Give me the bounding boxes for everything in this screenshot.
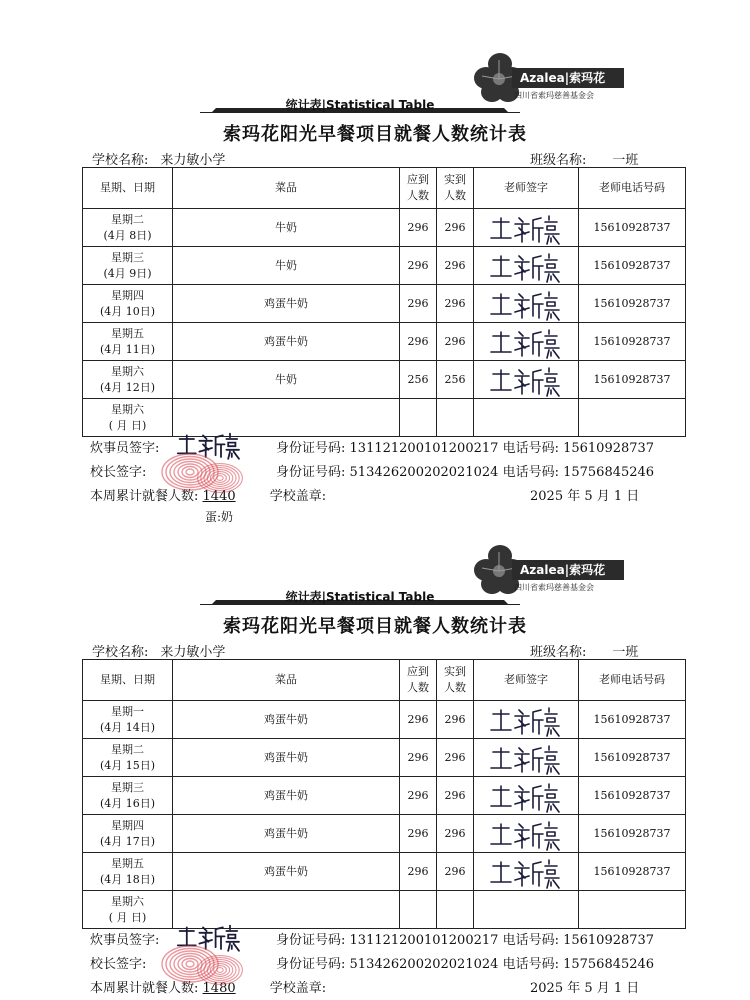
row-date: 星期五 (4月 11日) [83, 323, 173, 361]
row-teacher-signature [474, 739, 579, 777]
row-actual: 296 [437, 285, 474, 323]
row-teacher-phone: 15610928737 [579, 777, 686, 815]
row-teacher-signature [474, 323, 579, 361]
table-header-row [83, 660, 686, 701]
header-date: 星期、日期 [83, 168, 173, 209]
class-name: 一班 [612, 645, 639, 660]
teacher-signature-image [480, 742, 572, 776]
attendance-table [82, 167, 686, 437]
row-expected: 296 [400, 815, 437, 853]
row-teacher-phone [579, 891, 686, 929]
row-date: 星期一 (4月 14日) [83, 701, 173, 739]
header-expected: 应到 人数 [400, 660, 437, 701]
row-expected: 256 [400, 361, 437, 399]
teacher-signature-image [480, 326, 572, 360]
row-dish: 鸡蛋牛奶 [173, 323, 400, 361]
teacher-signature-image [480, 250, 572, 284]
principal-id-number: 513426200202021024 [349, 957, 499, 972]
principal-id-label: 身份证号码: [276, 957, 346, 972]
seal-label: 学校盖章: [269, 489, 327, 504]
row-dish: 鸡蛋牛奶 [173, 853, 400, 891]
row-expected: 296 [400, 285, 437, 323]
table-row [83, 891, 686, 929]
row-actual: 256 [437, 361, 474, 399]
row-teacher-phone: 15610928737 [579, 701, 686, 739]
row-expected: 296 [400, 853, 437, 891]
principal-id-number: 513426200202021024 [349, 465, 499, 480]
sheet-date: 2025 年 5 月 1 日 [530, 981, 640, 996]
weekly-total-value: 1480 [202, 981, 236, 996]
row-date: 星期五 (4月 18日) [83, 853, 173, 891]
row-teacher-phone: 15610928737 [579, 285, 686, 323]
class-label: 班级名称: [530, 645, 587, 660]
weekly-total-value: 1440 [202, 489, 236, 504]
cook-id-label: 身份证号码: [276, 933, 346, 948]
row-actual: 296 [437, 853, 474, 891]
header-teacher-signature: 老师签字 [474, 168, 579, 209]
document-title: 索玛花阳光早餐项目就餐人数统计表 [223, 616, 527, 637]
seal-label: 学校盖章: [269, 981, 327, 996]
principal-signature-line [90, 953, 655, 972]
table-row [83, 701, 686, 739]
row-actual: 296 [437, 209, 474, 247]
school-label: 学校名称: [92, 645, 149, 660]
row-teacher-signature [474, 891, 579, 929]
cook-label: 炊事员签字: [90, 441, 160, 456]
row-teacher-signature [474, 361, 579, 399]
row-dish: 鸡蛋牛奶 [173, 701, 400, 739]
table-row [83, 247, 686, 285]
header-teacher-phone: 老师电话号码 [579, 168, 686, 209]
class-info [530, 641, 638, 660]
row-expected: 296 [400, 247, 437, 285]
table-row [83, 361, 686, 399]
row-teacher-phone: 15610928737 [579, 739, 686, 777]
row-date: 星期四 (4月 17日) [83, 815, 173, 853]
school-name: 来力敏小学 [160, 645, 226, 660]
table-row [83, 777, 686, 815]
row-dish: 鸡蛋牛奶 [173, 815, 400, 853]
row-actual: 296 [437, 815, 474, 853]
teacher-signature-image [480, 364, 572, 398]
row-teacher-signature [474, 815, 579, 853]
row-dish: 鸡蛋牛奶 [173, 285, 400, 323]
principal-signature-line [90, 461, 655, 480]
header-actual: 实到 人数 [437, 168, 474, 209]
row-actual: 296 [437, 701, 474, 739]
row-expected: 296 [400, 739, 437, 777]
table-row [83, 815, 686, 853]
principal-phone-number: 15756845246 [563, 957, 655, 972]
row-date: 星期六 ( 月 日) [83, 891, 173, 929]
class-info [530, 149, 638, 168]
cook-phone-label: 电话号码: [502, 441, 559, 456]
cook-label: 炊事员签字: [90, 933, 160, 948]
principal-phone-label: 电话号码: [502, 465, 559, 480]
cook-id-number: 131121200101200217 [349, 933, 499, 948]
table-row [83, 285, 686, 323]
school-info [92, 149, 225, 168]
cook-signature-line [90, 437, 655, 456]
principal-phone-number: 15756845246 [563, 465, 655, 480]
teacher-signature-image [480, 704, 572, 738]
cook-phone-number: 15610928737 [563, 441, 655, 456]
row-expected: 296 [400, 701, 437, 739]
row-expected: 296 [400, 777, 437, 815]
row-dish: 牛奶 [173, 209, 400, 247]
table-row [83, 323, 686, 361]
principal-label: 校长签字: [90, 465, 147, 480]
row-teacher-phone: 15610928737 [579, 247, 686, 285]
row-actual [437, 891, 474, 929]
fingerprint-stamp [196, 954, 244, 986]
cook-phone-number: 15610928737 [563, 933, 655, 948]
header-expected: 应到 人数 [400, 168, 437, 209]
table-row [83, 209, 686, 247]
row-date: 星期四 (4月 10日) [83, 285, 173, 323]
header-actual: 实到 人数 [437, 660, 474, 701]
row-actual: 296 [437, 323, 474, 361]
row-actual: 296 [437, 247, 474, 285]
cook-id-label: 身份证号码: [276, 441, 346, 456]
table-label: 统计表|Statistical Table [200, 586, 520, 606]
table-row [83, 853, 686, 891]
row-date: 星期二 (4月 15日) [83, 739, 173, 777]
row-teacher-signature [474, 247, 579, 285]
row-actual [437, 399, 474, 437]
header-teacher-signature: 老师签字 [474, 660, 579, 701]
row-expected: 296 [400, 209, 437, 247]
logo-subtitle: 四川省索玛慈善基金会 [514, 91, 594, 100]
class-name: 一班 [612, 153, 639, 168]
fingerprint-stamp [196, 462, 244, 494]
principal-label: 校长签字: [90, 957, 147, 972]
header-dish: 菜品 [173, 168, 400, 209]
header-dish: 菜品 [173, 660, 400, 701]
table-header-row [83, 168, 686, 209]
row-date: 星期三 (4月 9日) [83, 247, 173, 285]
row-actual: 296 [437, 777, 474, 815]
row-dish: 鸡蛋牛奶 [173, 777, 400, 815]
row-dish: 鸡蛋牛奶 [173, 739, 400, 777]
total-label: 本周累计就餐人数: [90, 489, 199, 504]
table-row [83, 399, 686, 437]
row-teacher-phone: 15610928737 [579, 853, 686, 891]
document-title: 索玛花阳光早餐项目就餐人数统计表 [223, 124, 527, 145]
row-expected: 296 [400, 323, 437, 361]
class-label: 班级名称: [530, 153, 587, 168]
row-actual: 296 [437, 739, 474, 777]
attendance-table [82, 659, 686, 929]
handwritten-note: 蛋:奶 [205, 510, 234, 524]
teacher-signature-image [480, 818, 572, 852]
principal-phone-label: 电话号码: [502, 957, 559, 972]
teacher-signature-image [480, 856, 572, 890]
logo-text: Azalea|索玛花 [512, 560, 624, 580]
row-teacher-signature [474, 285, 579, 323]
row-teacher-signature [474, 209, 579, 247]
row-teacher-phone [579, 399, 686, 437]
row-teacher-phone: 15610928737 [579, 323, 686, 361]
row-expected [400, 891, 437, 929]
teacher-signature-image [480, 780, 572, 814]
row-dish: 牛奶 [173, 247, 400, 285]
school-info [92, 641, 225, 660]
teacher-signature-image [480, 212, 572, 246]
table-row [83, 739, 686, 777]
principal-id-label: 身份证号码: [276, 465, 346, 480]
row-date: 星期三 (4月 16日) [83, 777, 173, 815]
row-date: 星期六 (4月 12日) [83, 361, 173, 399]
cook-phone-label: 电话号码: [502, 933, 559, 948]
row-teacher-signature [474, 853, 579, 891]
cook-id-number: 131121200101200217 [349, 441, 499, 456]
row-teacher-signature [474, 399, 579, 437]
logo-subtitle: 四川省索玛慈善基金会 [514, 583, 594, 592]
row-dish: 牛奶 [173, 361, 400, 399]
total-label: 本周累计就餐人数: [90, 981, 199, 996]
row-teacher-signature [474, 777, 579, 815]
header-teacher-phone: 老师电话号码 [579, 660, 686, 701]
table-label: 统计表|Statistical Table [200, 94, 520, 114]
cook-signature-line [90, 929, 655, 948]
row-date: 星期六 ( 月 日) [83, 399, 173, 437]
row-teacher-phone: 15610928737 [579, 209, 686, 247]
logo-text: Azalea|索玛花 [512, 68, 624, 88]
row-date: 星期二 (4月 8日) [83, 209, 173, 247]
school-name: 来力敏小学 [160, 153, 226, 168]
teacher-signature-image [480, 288, 572, 322]
school-label: 学校名称: [92, 153, 149, 168]
row-teacher-signature [474, 701, 579, 739]
sheet-date: 2025 年 5 月 1 日 [530, 489, 640, 504]
row-teacher-phone: 15610928737 [579, 815, 686, 853]
row-expected [400, 399, 437, 437]
row-teacher-phone: 15610928737 [579, 361, 686, 399]
header-date: 星期、日期 [83, 660, 173, 701]
